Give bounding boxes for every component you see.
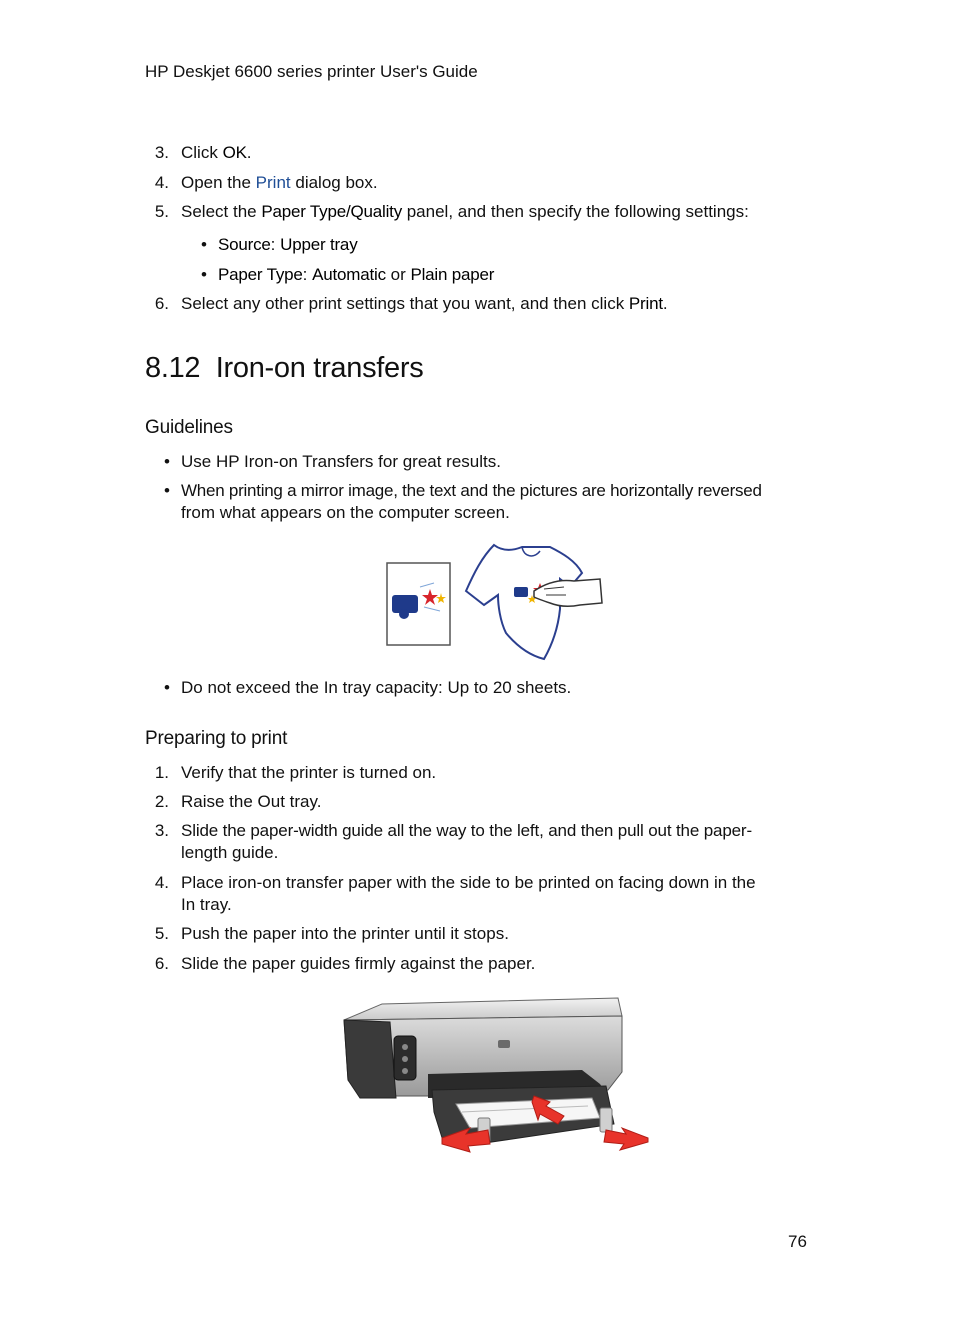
running-header: HP Deskjet 6600 series printer User's Guide xyxy=(145,62,478,81)
setting-value: Upper tray xyxy=(280,235,358,254)
guideline-text: Use HP Iron-on Transfers for great results. xyxy=(181,452,501,471)
step-text: Place iron-on transfer paper with the side to be printed on facing down in the xyxy=(181,873,756,892)
step-text: Open the xyxy=(181,173,256,192)
section-number: 8.12 xyxy=(145,352,201,384)
section-title: Iron-on transfers xyxy=(215,352,424,384)
step-number: 5. xyxy=(154,924,169,943)
guideline-text: Do not exceed the In tray capacity: Up to 20 sheets. xyxy=(181,678,572,697)
step-text: Raise the Out tray. xyxy=(181,792,322,811)
step-number: 2. xyxy=(154,792,169,811)
printer-icon xyxy=(344,998,622,1144)
step-number: 4. xyxy=(154,873,169,892)
guideline-text: When printing a mirror image, the text and the pictures are horizontally reversed xyxy=(181,481,762,500)
step-number: 6. xyxy=(154,294,169,313)
print-dialog-link[interactable]: Print xyxy=(255,173,291,192)
page-number: 76 xyxy=(788,1232,807,1251)
step-number: 3. xyxy=(154,821,169,840)
step-text: Select any other print settings that you want, and then click xyxy=(181,294,629,313)
setting-value-2: Plain paper xyxy=(410,265,495,284)
step-text-continued: In tray. xyxy=(181,895,232,914)
separator: : xyxy=(302,265,313,284)
setting-label: Paper Type xyxy=(218,265,303,284)
or-text: or xyxy=(385,265,411,284)
section-heading xyxy=(145,352,423,385)
separator: : xyxy=(270,235,281,254)
step-text: Verify that the printer is turned on. xyxy=(181,763,437,782)
step-text: Select the xyxy=(181,202,262,221)
bullet: • xyxy=(164,678,170,697)
punctuation: . xyxy=(246,143,252,162)
arrow-icon xyxy=(604,1128,648,1150)
iron-on-illustration xyxy=(384,537,610,663)
step-number: 1. xyxy=(154,763,169,782)
printer-illustration xyxy=(338,992,652,1154)
print-button-label: Print xyxy=(628,294,663,313)
guidelines-heading: Guidelines xyxy=(145,417,233,438)
bullet: • xyxy=(164,452,170,471)
bullet: • xyxy=(164,481,170,500)
step-text-continued: length guide. xyxy=(181,843,279,862)
bullet: • xyxy=(201,235,207,254)
step-text: Slide the paper guides firmly against the paper. xyxy=(181,954,536,973)
mirror-image-page-icon xyxy=(387,563,450,645)
step-number: 5. xyxy=(154,202,169,221)
step-text: Click xyxy=(181,143,223,162)
tshirt-icon xyxy=(466,545,602,659)
guideline-text-continued: from what appears on the computer screen. xyxy=(181,503,510,522)
step-number: 6. xyxy=(154,954,169,973)
preparing-heading: Preparing to print xyxy=(145,728,288,749)
setting-label: Source xyxy=(218,235,271,254)
step-text: Push the paper into the printer until it stops. xyxy=(181,924,509,943)
step-text: Slide the paper-width guide all the way to the left, and then pull out the paper- xyxy=(181,821,752,840)
punctuation: . xyxy=(662,294,668,313)
panel-name: Paper Type/Quality xyxy=(261,202,402,221)
bullet: • xyxy=(201,265,207,284)
setting-value-1: Automatic xyxy=(312,265,386,284)
step-number: 3. xyxy=(154,143,169,162)
step-text-end: dialog box. xyxy=(290,173,378,192)
step-text-end: panel, and then specify the following settings: xyxy=(402,202,749,221)
step-number: 4. xyxy=(154,173,169,192)
ok-label: OK xyxy=(222,143,247,162)
